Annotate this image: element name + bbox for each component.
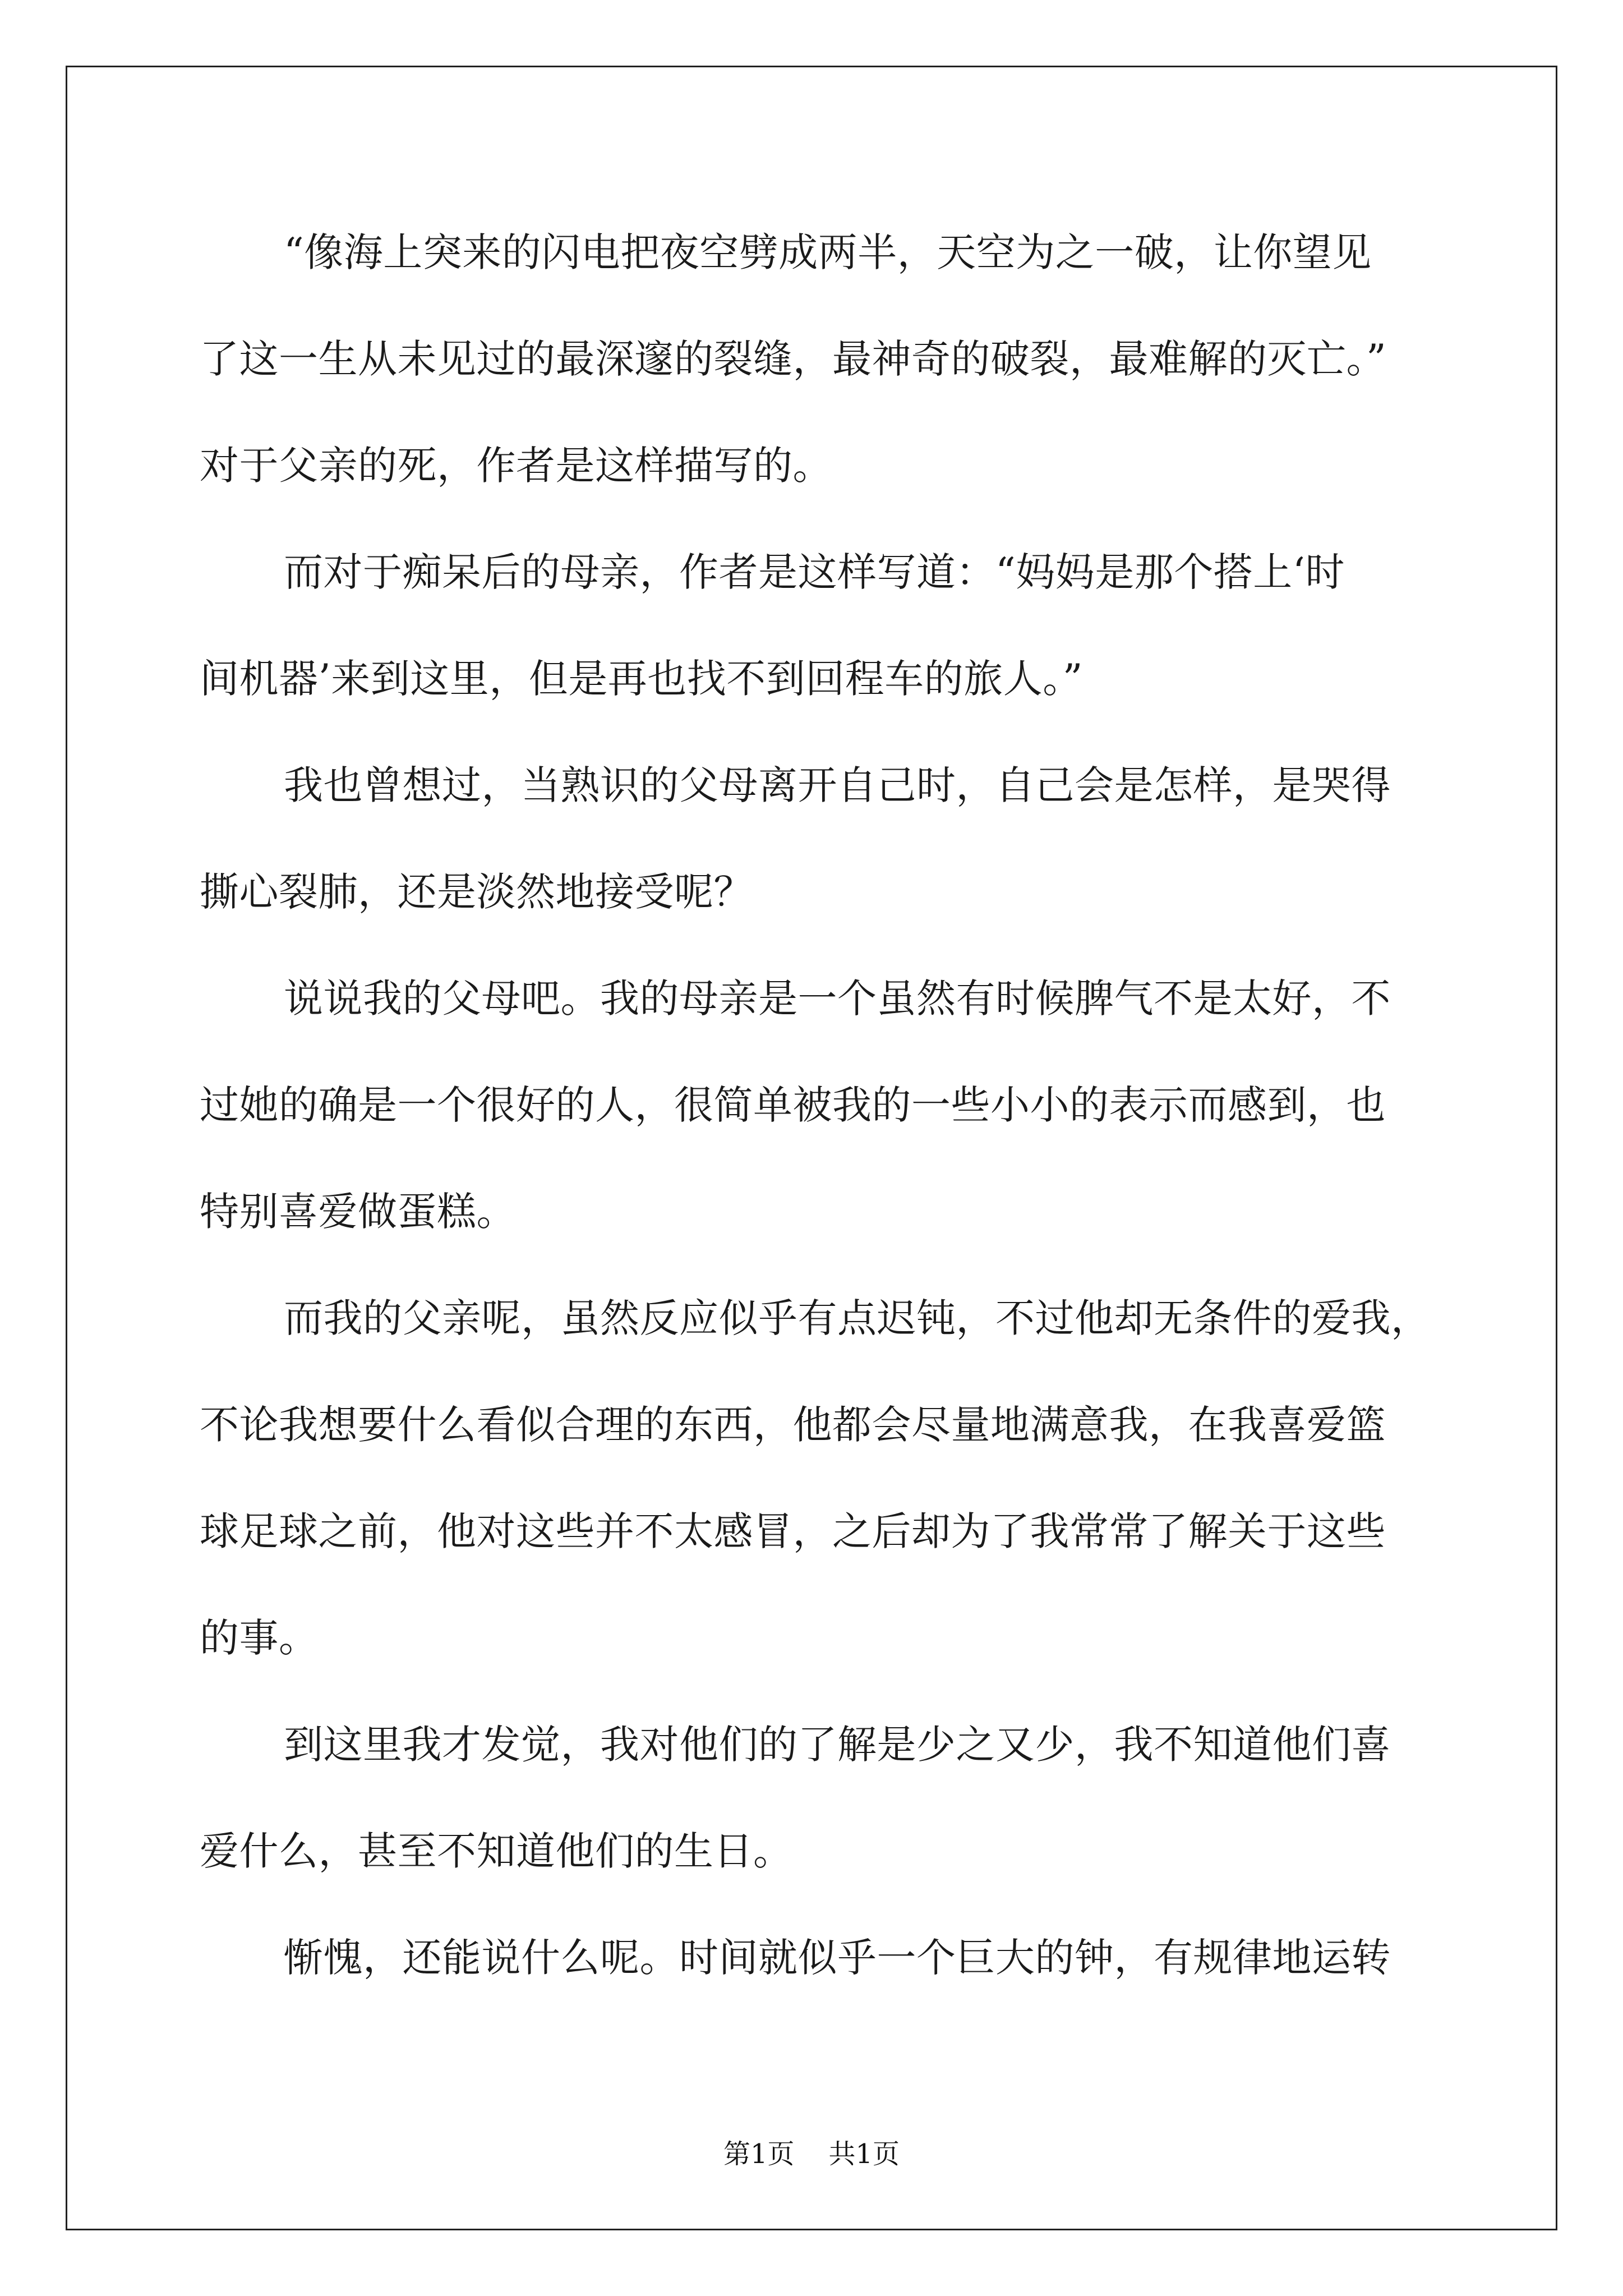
text-line: 不论我想要什么看似合理的东西，他都会尽量地满意我，在我喜爱篮 [200,1402,1386,1448]
text-line: 而对于痴呆后的母亲，作者是这样写道：“妈妈是那个搭上‘时 [284,549,1345,595]
text-line: 过她的确是一个很好的人，很简单被我的一些小小的表示而感到，也 [200,1082,1386,1128]
text-line: 惭愧，还能说什么呢。时间就似乎一个巨大的钟，有规律地运转 [284,1935,1391,1981]
text-line: 球足球之前，他对这些并不太感冒，之后却为了我常常了解关于这些 [200,1508,1386,1554]
text-line: “像海上突来的闪电把夜空劈成两半，天空为之一破，让你望见 [284,229,1372,275]
page-number: 第1页 [723,2138,795,2170]
text-line: 撕心裂肺，还是淡然地接受呢？ [200,869,753,915]
text-line: 特别喜爱做蛋糕。 [200,1189,516,1235]
text-line: 而我的父亲呢，虽然反应似乎有点迟钝，不过他却无条件的爱我， [284,1295,1431,1341]
text-line: 到这里我才发觉，我对他们的了解是少之又少，我不知道他们喜 [284,1722,1391,1768]
text-line: 间机器’来到这里，但是再也找不到回程车的旅人。” [200,656,1083,702]
text-line: 我也曾想过，当熟识的父母离开自己时，自己会是怎样，是哭得 [284,762,1391,808]
text-line: 说说我的父母吧。我的母亲是一个虽然有时候脾气不是太好，不 [284,976,1391,1022]
page-total: 共1页 [828,2138,900,2170]
page-footer [0,2137,1623,2171]
text-line: 的事。 [200,1615,319,1661]
text-line: 爱什么，甚至不知道他们的生日。 [200,1828,793,1874]
text-line: 对于父亲的死，作者是这样描写的。 [200,443,832,489]
text-line: 了这一生从未见过的最深邃的裂缝，最神奇的破裂，最难解的灭亡。” [200,336,1387,382]
